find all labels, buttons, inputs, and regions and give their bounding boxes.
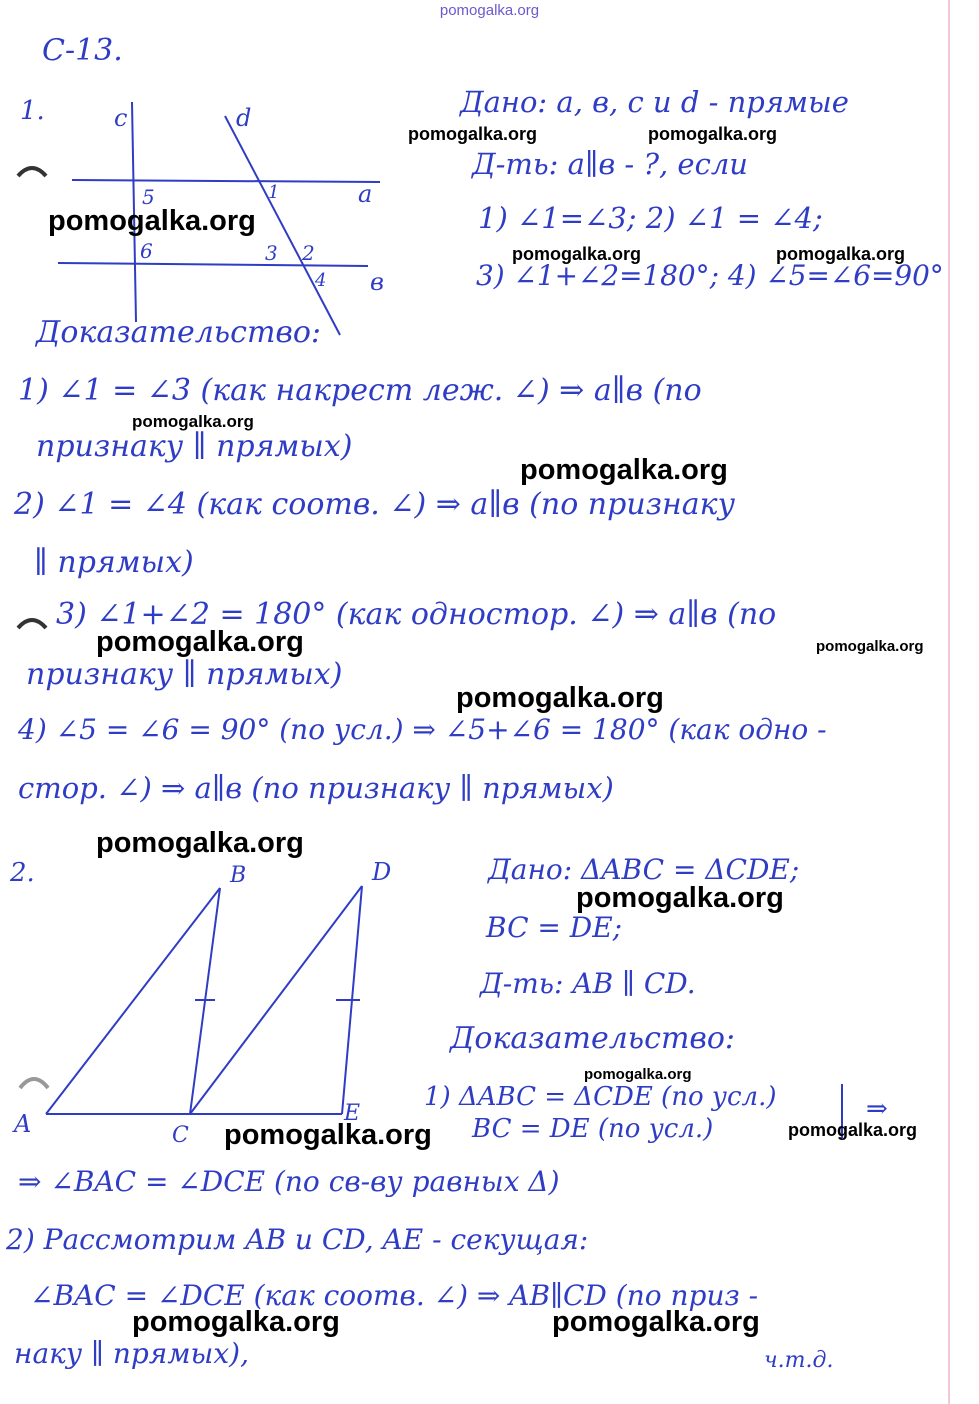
punch-hole-mark [16,160,48,180]
watermark[interactable]: pomogalka.org [132,1306,340,1338]
margin-line [948,0,950,1404]
task1-prove: Д-ть: a∥в - ?, если [472,147,748,181]
watermark[interactable]: pomogalka.org [648,124,778,144]
task2-prove: Д-ть: AB ∥ CD. [480,967,696,1000]
label-b: в [370,268,384,296]
task2-given-2: BC = DE; [486,911,623,944]
label-a: a [358,180,373,208]
angle-label-4: 4 [315,270,327,291]
watermark[interactable]: pomogalka.org [512,244,642,264]
task1-proof-line-1: 1) ∠1 = ∠3 (как накрест леж. ∠) ⇒ a∥в (по [18,373,702,408]
task1-conditions-2: 3) ∠1+∠2=180°; 4) ∠5=∠6=90° [476,259,944,292]
angle-label-2: 2 [302,241,315,265]
task2-qed: ч.т.д. [764,1348,834,1373]
angle-label-5: 5 [142,185,155,209]
line-b [58,263,368,266]
task2-proof-line-2: 2) Рассмотрим AB и CD, AE - секущая: [6,1223,589,1256]
task2-given-1: Дано: ΔABC = ΔCDE; [488,853,800,886]
watermark[interactable]: pomogalka.org [132,412,254,431]
watermark[interactable]: pomogalka.org [788,1120,918,1140]
task1-given: Дано: a, в, c и d - прямые [460,85,849,119]
watermark[interactable]: pomogalka.org [776,244,906,264]
watermark[interactable]: pomogalka.org [456,682,664,714]
watermark[interactable]: pomogalka.org [48,205,256,237]
watermark[interactable]: pomogalka.org [96,626,304,658]
task1-number: 1. [20,96,45,126]
angle-label-6: 6 [140,239,153,263]
site-watermark-top[interactable]: pomogalka.org [439,2,540,19]
task1-proof-line-8: стор. ∠) ⇒ a∥в (по признаку ∥ прямых) [18,771,614,805]
label-d: d [236,104,252,132]
task1-proof-line-6: признаку ∥ прямых) [26,657,343,692]
task1-proof-line-5: 3) ∠1+∠2 = 180° (как одностор. ∠) ⇒ a∥в (по [56,597,777,632]
task1-proof-line-3: 2) ∠1 = ∠4 (как соотв. ∠) ⇒ a∥в (по признаку [14,487,735,522]
watermark[interactable]: pomogalka.org [576,882,784,914]
task2-implies-arrow: ⇒ [866,1094,888,1124]
task2-proof-line-4: наку ∥ прямых), [14,1337,249,1370]
line-a [72,180,380,182]
label-B: B [230,863,247,888]
watermark[interactable]: pomogalka.org [520,454,728,486]
label-E: E [344,1101,361,1126]
watermark[interactable]: pomogalka.org [816,638,924,655]
task1-proof-line-7: 4) ∠5 = ∠6 = 90° (по усл.) ⇒ ∠5+∠6 = 180° (как одно - [18,713,827,746]
task2-figure [10,858,392,1150]
angle-label-1: 1 [268,182,280,203]
watermark[interactable]: pomogalka.org [408,124,538,144]
section-title: С-13. [42,33,123,68]
watermark[interactable]: pomogalka.org [224,1119,432,1151]
task2-step1-b: BC = DE (по усл.) [472,1114,714,1144]
task2-step1-a: 1) ΔABC = ΔCDE (по усл.) [424,1082,777,1112]
task1-proof-line-4: ∥ прямых) [34,545,194,580]
task2-number: 2. [10,858,35,888]
watermark[interactable]: pomogalka.org [552,1306,760,1338]
task2-proof-heading: Доказательство: [450,1021,736,1056]
task2-proof-line-3: ∠BAC = ∠DCE (как соотв. ∠) ⇒ AB∥CD (по приз - [30,1279,759,1312]
watermark[interactable]: pomogalka.org [584,1066,692,1083]
label-A: A [14,1110,32,1138]
angle-label-3: 3 [265,241,278,265]
task2-proof-line-1: ⇒ ∠BAC = ∠DCE (по св-ву равных Δ) [18,1165,560,1198]
label-c: c [114,104,128,132]
punch-hole-mark [16,612,48,632]
label-D: D [372,858,392,886]
task1-proof-line-2: признаку ∥ прямых) [36,429,353,464]
task1-conditions-1: 1) ∠1=∠3; 2) ∠1 = ∠4; [478,201,823,235]
watermark[interactable]: pomogalka.org [96,827,304,859]
label-C: C [172,1123,189,1148]
task1-proof-heading: Доказательство: [36,315,322,350]
